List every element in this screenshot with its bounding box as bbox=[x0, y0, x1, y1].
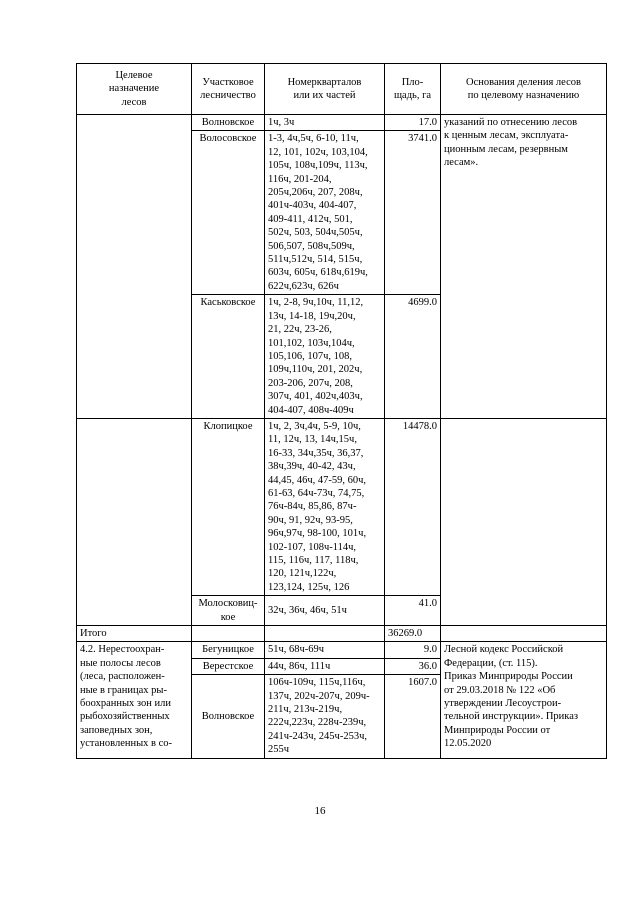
area-value: 1607.0 bbox=[385, 675, 441, 758]
area-value: 36.0 bbox=[385, 658, 441, 674]
area-value: 17.0 bbox=[385, 115, 441, 131]
block-numbers: 1ч, 2, 3ч,4ч, 5-9, 10ч, 11, 12ч, 13, 14ч,15ч, 16-33, 34ч,35ч, 36,37, 38ч,39ч, 40-42, 43ч, 44,45, 46ч, 47-59, 60ч, 61-63, 64ч-73ч, 74,75, 76ч-84ч, 85,86, 87ч- 90ч, 91, 92ч, 93-95, 96ч,97ч, 98-100, 101ч, 102-107, 108ч-114ч, 115, 116ч, 117, 118ч, 120, 121ч,122ч, 123,124, 125ч, 126 bbox=[265, 418, 385, 595]
block-numbers: 1ч, 2-8, 9ч,10ч, 11,12, 13ч, 14-18, 19ч,20ч, 21, 22ч, 23-26, 101,102, 103ч,104ч, 105,106, 107ч, 108, 109ч,110ч, 201, 202ч, 203-206, 207ч, 208, 307ч, 401, 402ч,403ч, 404-407, 408ч-409ч bbox=[265, 295, 385, 419]
total-area: 36269.0 bbox=[385, 626, 441, 642]
basis-cell-empty bbox=[441, 418, 607, 625]
block-numbers: 1ч, 3ч bbox=[265, 115, 385, 131]
page-number: 16 bbox=[314, 805, 326, 817]
area-value: 41.0 bbox=[385, 596, 441, 626]
purpose-cell-empty bbox=[77, 115, 192, 419]
forestry-name: Клопицкое bbox=[192, 418, 265, 595]
block-numbers: 1-3, 4ч,5ч, 6-10, 11ч, 12, 101, 102ч, 103,104, 105ч, 108ч,109ч, 113ч, 116ч, 201-204, 205ч,206ч, 207, 208ч, 401ч-403ч, 404-407, 409-411, 412ч, 501, 502ч, 503, 504ч,505ч, 506,507, 508ч,509ч, 511ч,512ч, 514, 515ч, 603ч, 605ч, 618ч,619ч, 622ч,623ч, 626ч bbox=[265, 131, 385, 295]
total-empty-blocks bbox=[265, 626, 385, 642]
area-value: 14478.0 bbox=[385, 418, 441, 595]
table-row bbox=[77, 418, 607, 595]
forestry-name: Верестское bbox=[192, 658, 265, 674]
basis-text: Лесной кодекс Российской Федерации, (ст. 115). Приказ Минприроды России от 29.03.2018 № 122 «Об утверждении Лесоустрои- тельной инструкции». Приказ Минприроды России от 12.05.2020 bbox=[441, 642, 607, 758]
area-value: 4699.0 bbox=[385, 295, 441, 419]
area-value: 9.0 bbox=[385, 642, 441, 658]
table-row bbox=[77, 115, 607, 131]
basis-text: указаний по отнесению лесов к ценным лесам, эксплуата- ционным лесам, резервным лесам». bbox=[441, 115, 607, 419]
forest-purpose-table bbox=[76, 63, 607, 759]
header-basis: Основания деления лесов по целевому назначению bbox=[441, 64, 607, 115]
header-forestry: Участковое лесничество bbox=[192, 64, 265, 115]
block-numbers: 44ч, 86ч, 111ч bbox=[265, 658, 385, 674]
total-row bbox=[77, 626, 607, 642]
forestry-name: Волосовское bbox=[192, 131, 265, 295]
forestry-name: Молосковиц- кое bbox=[192, 596, 265, 626]
table-row bbox=[77, 642, 607, 658]
block-numbers: 32ч, 36ч, 46ч, 51ч bbox=[265, 596, 385, 626]
forestry-name: Бегуницкое bbox=[192, 642, 265, 658]
block-numbers: 106ч-109ч, 115ч,116ч, 137ч, 202ч-207ч, 209ч- 211ч, 213ч-219ч, 222ч,223ч, 228ч-239ч, 241ч-243ч, 245ч-253ч, 255ч bbox=[265, 675, 385, 758]
total-empty-basis bbox=[441, 626, 607, 642]
forestry-name: Волновское bbox=[192, 675, 265, 758]
header-area: Пло- щадь, га bbox=[385, 64, 441, 115]
header-blocks: Номеркварталов или их частей bbox=[265, 64, 385, 115]
forestry-name: Волновское bbox=[192, 115, 265, 131]
purpose-cell-empty bbox=[77, 418, 192, 625]
purpose-text: 4.2. Нерестоохран- ные полосы лесов (леса, расположен- ные в границах ры- боохранных зон или рыбохозяйственных заповедных зон, установленных в со- bbox=[77, 642, 192, 758]
forestry-name: Каськовское bbox=[192, 295, 265, 419]
total-empty-forestry bbox=[192, 626, 265, 642]
total-label: Итого bbox=[77, 626, 192, 642]
block-numbers: 51ч, 68ч-69ч bbox=[265, 642, 385, 658]
table-header-row bbox=[77, 64, 607, 115]
area-value: 3741.0 bbox=[385, 131, 441, 295]
header-purpose: Целевое назначение лесов bbox=[77, 64, 192, 115]
